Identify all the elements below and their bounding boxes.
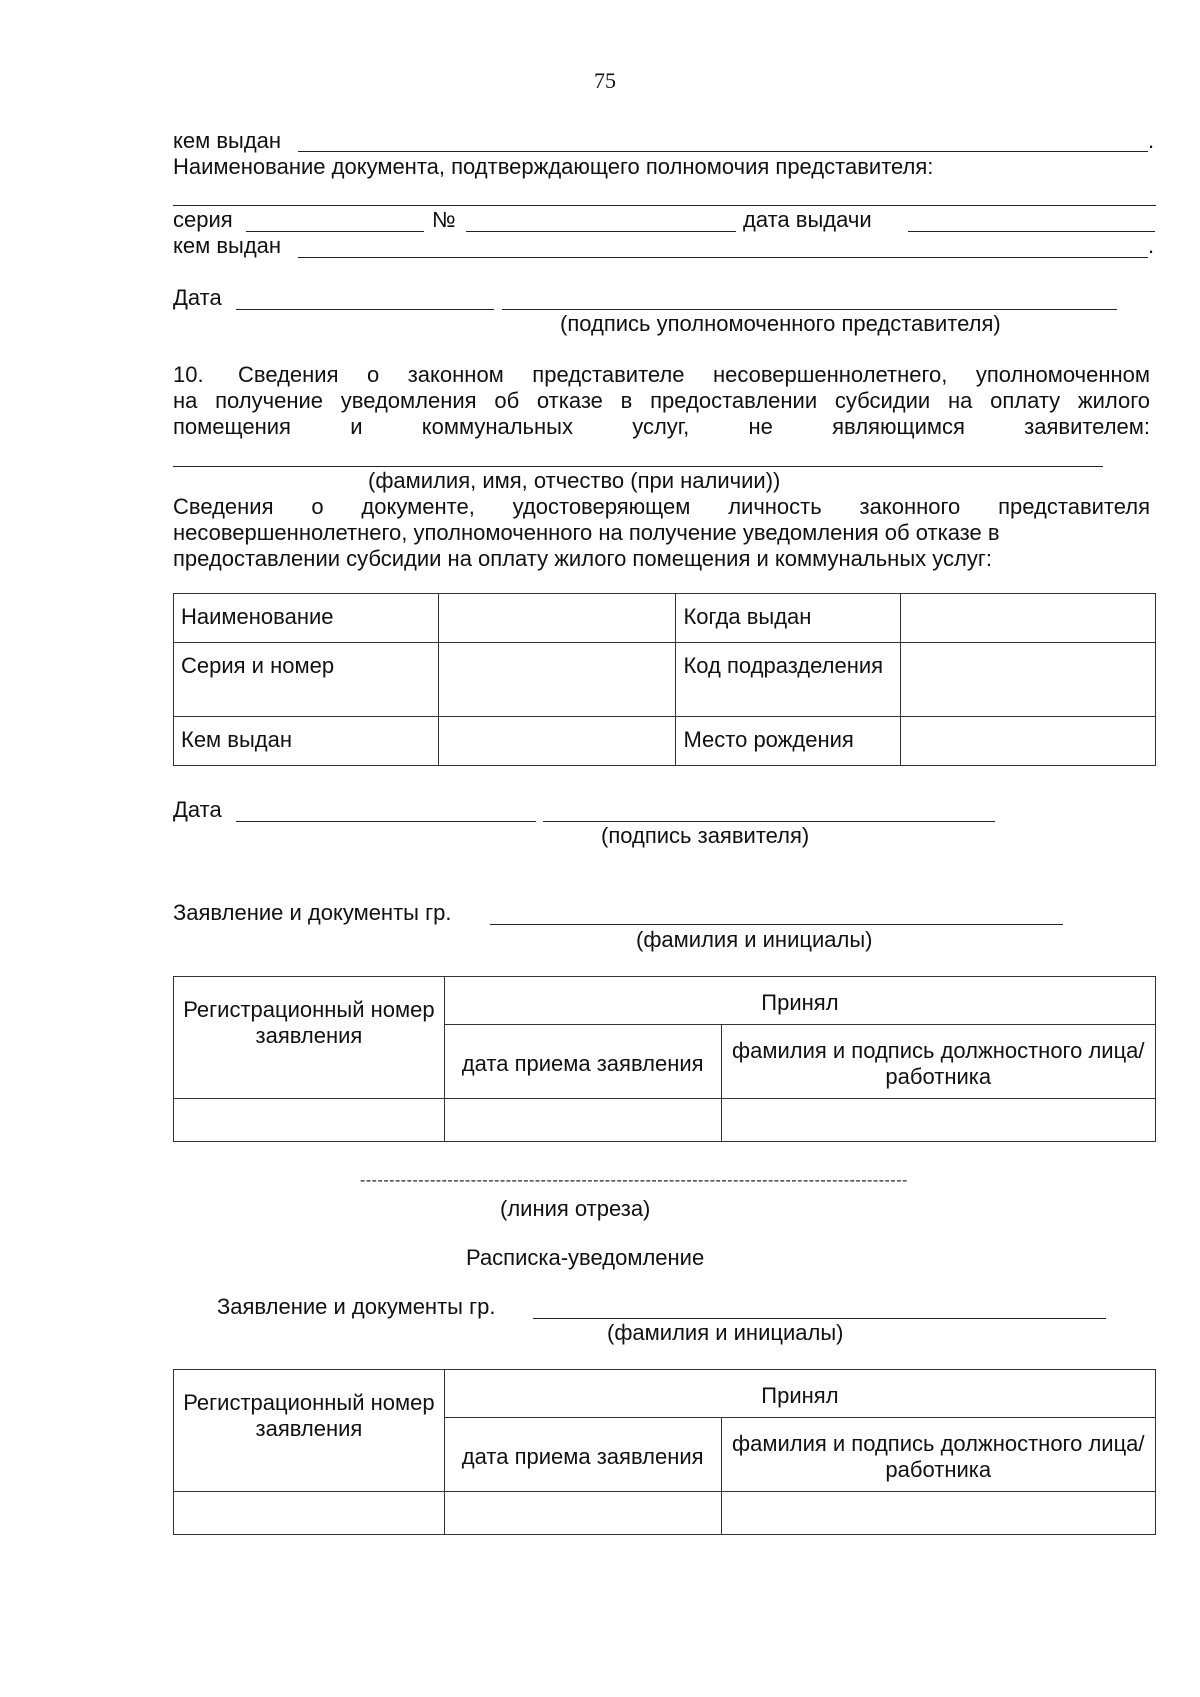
applicant-name-field[interactable] [533, 1318, 1106, 1319]
section-title-line1: Сведения о законном представителе несовершеннолетнего, уполномоченном [238, 362, 1150, 387]
identity-document-table [173, 593, 1156, 766]
issue-date-label: дата выдачи [743, 207, 872, 232]
auth-document-field[interactable] [173, 205, 1156, 206]
date-header: дата приема заявления [444, 1025, 721, 1099]
label-cell: Место рождения [676, 717, 901, 766]
docs-label: Заявление и документы гр. [217, 1294, 496, 1319]
issued-by-label-2: кем выдан [173, 233, 282, 258]
series-field[interactable] [246, 231, 424, 232]
page-number: 75 [594, 68, 616, 93]
series-label: серия [173, 207, 233, 232]
label-cell: Серия и номер [174, 643, 439, 717]
label-cell: Когда выдан [676, 594, 901, 643]
table-row [174, 1492, 1156, 1535]
accepted-header: Принял [444, 977, 1155, 1025]
name-caption: (фамилия и инициалы) [636, 927, 873, 952]
accepted-header: Принял [444, 1370, 1155, 1418]
date-label: Дата [173, 285, 222, 310]
period: . [1148, 128, 1155, 153]
doc-info-line2: несовершеннолетнего, уполномоченного на получение уведомления об отказе в [173, 520, 1000, 545]
signature-caption: (подпись заявителя) [601, 823, 810, 848]
number-field[interactable] [466, 231, 736, 232]
name-caption: (фамилия и инициалы) [607, 1320, 844, 1345]
signature-caption: (подпись уполномоченного представителя) [560, 311, 1001, 336]
value-cell[interactable] [901, 594, 1156, 643]
reg-number-header: Регистрационный номер заявления [174, 977, 445, 1099]
official-header: фамилия и подпись должностного лица/работника [721, 1418, 1155, 1492]
cut-line-caption: (линия отреза) [500, 1196, 651, 1221]
date-field[interactable] [236, 821, 536, 822]
date-label: Дата [173, 797, 222, 822]
period: . [1148, 233, 1155, 258]
cut-line: ---------------------------------------------------------------------------------------------- [360, 1172, 908, 1189]
value-cell[interactable] [901, 643, 1156, 717]
section-title-line2: на получение уведомления об отказе в предоставлении субсидии на оплату жилого [173, 388, 1150, 413]
issue-date-field[interactable] [908, 231, 1155, 232]
date-header: дата приема заявления [444, 1418, 721, 1492]
section-number: 10. [173, 362, 204, 387]
value-cell[interactable] [438, 643, 676, 717]
value-cell[interactable] [438, 594, 676, 643]
issued-by-label: кем выдан [173, 128, 282, 153]
table-row [174, 1099, 1156, 1142]
date-cell[interactable] [444, 1099, 721, 1142]
table-row [174, 594, 1156, 643]
name-caption: (фамилия, имя, отчество (при наличии)) [368, 468, 781, 493]
number-label: № [432, 207, 456, 232]
issued-by-field-2[interactable] [298, 257, 1148, 258]
table-row [174, 717, 1156, 766]
value-cell[interactable] [901, 717, 1156, 766]
issued-by-field[interactable] [298, 151, 1148, 152]
official-header: фамилия и подпись должностного лица/работника [721, 1025, 1155, 1099]
registration-table [173, 976, 1156, 1142]
table-row [174, 643, 1156, 717]
reg-number-header: Регистрационный номер заявления [174, 1370, 445, 1492]
doc-info-line1: Сведения о документе, удостоверяющем личность законного представителя [173, 494, 1150, 519]
value-cell[interactable] [438, 717, 676, 766]
official-cell[interactable] [721, 1492, 1155, 1535]
date-field[interactable] [236, 309, 494, 310]
representative-name-field[interactable] [173, 466, 1103, 467]
doc-info-line3: предоставлении субсидии на оплату жилого помещения и коммунальных услуг: [173, 546, 992, 571]
applicant-name-field[interactable] [490, 924, 1063, 925]
docs-label: Заявление и документы гр. [173, 900, 452, 925]
label-cell: Код подразделения [676, 643, 901, 717]
auth-document-label: Наименование документа, подтверждающего полномочия представителя: [173, 154, 934, 179]
reg-number-cell[interactable] [174, 1099, 445, 1142]
official-cell[interactable] [721, 1099, 1155, 1142]
registration-table-receipt [173, 1369, 1156, 1535]
reg-number-cell[interactable] [174, 1492, 445, 1535]
applicant-signature-field[interactable] [543, 821, 995, 822]
label-cell: Кем выдан [174, 717, 439, 766]
section-title-line3: помещения и коммунальных услуг, не являющимся заявителем: [173, 414, 1150, 439]
label-cell: Наименование [174, 594, 439, 643]
representative-signature-field[interactable] [502, 309, 1117, 310]
date-cell[interactable] [444, 1492, 721, 1535]
receipt-title: Расписка-уведомление [466, 1245, 705, 1270]
